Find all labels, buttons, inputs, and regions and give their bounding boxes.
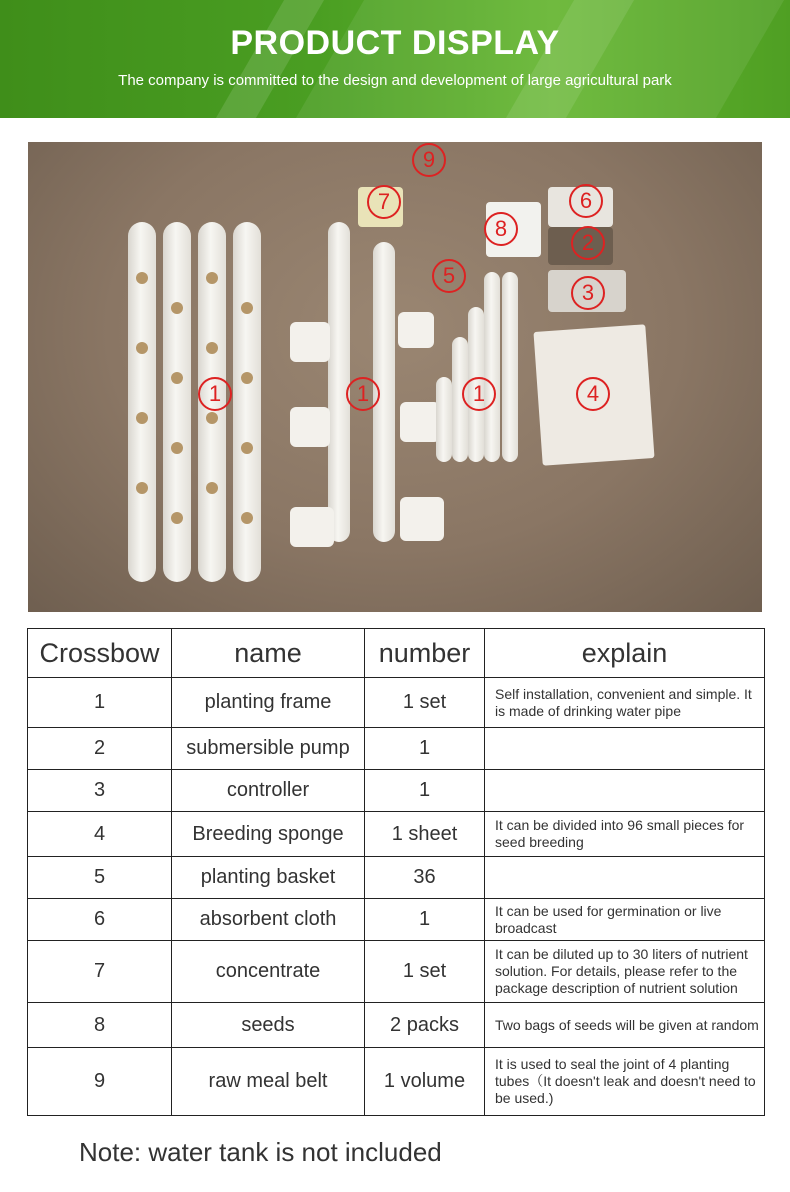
cell-id: 6 (28, 899, 172, 941)
cell-id: 2 (28, 728, 172, 770)
cell-number: 2 packs (365, 1003, 485, 1048)
cell-number: 1 (365, 899, 485, 941)
cell-explain: Self installation, convenient and simple. It is made of drinking water pipe (485, 678, 765, 728)
marker-1b: 1 (346, 377, 380, 411)
cell-name: planting basket (172, 857, 365, 899)
table-row (28, 812, 765, 857)
cell-number: 1 volume (365, 1048, 485, 1116)
footer-note: Note: water tank is not included (79, 1137, 442, 1167)
page-title: PRODUCT DISPLAY (230, 24, 560, 62)
cell-id: 9 (28, 1048, 172, 1116)
pipe-elbow (290, 507, 334, 547)
pipe (328, 222, 350, 542)
page-subtitle: The company is committed to the design and development of large agricultural park (118, 72, 672, 89)
pipe-elbow (398, 312, 434, 348)
marker-6: 6 (569, 184, 603, 218)
cell-name: submersible pump (172, 728, 365, 770)
pipe-elbow (400, 402, 440, 442)
header-explain: explain (485, 629, 765, 678)
cell-explain: Two bags of seeds will be given at random (485, 1003, 765, 1048)
cell-name: controller (172, 770, 365, 812)
table-row (28, 899, 765, 941)
spec-table (27, 628, 765, 1116)
cell-number: 1 set (365, 941, 485, 1003)
cell-explain (485, 857, 765, 899)
pipe-elbow (290, 407, 330, 447)
marker-8: 8 (484, 212, 518, 246)
pipe (163, 222, 191, 582)
cell-explain (485, 770, 765, 812)
table-row (28, 1048, 765, 1116)
table-header-row (28, 629, 765, 678)
cell-id: 3 (28, 770, 172, 812)
marker-5: 5 (432, 259, 466, 293)
cell-explain: It can be used for germination or live broadcast (485, 899, 765, 941)
cell-id: 7 (28, 941, 172, 1003)
table-row (28, 728, 765, 770)
cell-explain: It is used to seal the joint of 4 planting tubes（It doesn't leak and doesn't need to be used.) (485, 1048, 765, 1116)
cell-explain: It can be diluted up to 30 liters of nutrient solution. For details, please refer to the package description of nutrient solution (485, 941, 765, 1003)
cell-name: planting frame (172, 678, 365, 728)
marker-1c: 1 (462, 377, 496, 411)
product-photo (28, 142, 762, 612)
cell-id: 1 (28, 678, 172, 728)
cell-name: absorbent cloth (172, 899, 365, 941)
marker-9: 9 (412, 143, 446, 177)
cell-id: 5 (28, 857, 172, 899)
pipe-elbow (290, 322, 330, 362)
cell-name: raw meal belt (172, 1048, 365, 1116)
pipe (233, 222, 261, 582)
cell-name: seeds (172, 1003, 365, 1048)
marker-3: 3 (571, 276, 605, 310)
table-row (28, 857, 765, 899)
pipe (502, 272, 518, 462)
cell-id: 8 (28, 1003, 172, 1048)
table-row (28, 941, 765, 1003)
cell-number: 36 (365, 857, 485, 899)
cell-explain (485, 728, 765, 770)
pipe-elbow (400, 497, 444, 541)
marker-2: 2 (571, 226, 605, 260)
cell-id: 4 (28, 812, 172, 857)
cell-number: 1 (365, 728, 485, 770)
marker-7: 7 (367, 185, 401, 219)
header-crossbow: Crossbow (28, 629, 172, 678)
cell-number: 1 sheet (365, 812, 485, 857)
cell-explain: It can be divided into 96 small pieces for seed breeding (485, 812, 765, 857)
pipe (436, 377, 452, 462)
marker-4: 4 (576, 377, 610, 411)
marker-1a: 1 (198, 377, 232, 411)
header-number: number (365, 629, 485, 678)
cell-number: 1 set (365, 678, 485, 728)
cell-name: Breeding sponge (172, 812, 365, 857)
table-row (28, 770, 765, 812)
header-banner (0, 0, 790, 118)
cell-name: concentrate (172, 941, 365, 1003)
pipe (484, 272, 500, 462)
cell-number: 1 (365, 770, 485, 812)
table-row (28, 678, 765, 728)
table-row (28, 1003, 765, 1048)
header-name: name (172, 629, 365, 678)
